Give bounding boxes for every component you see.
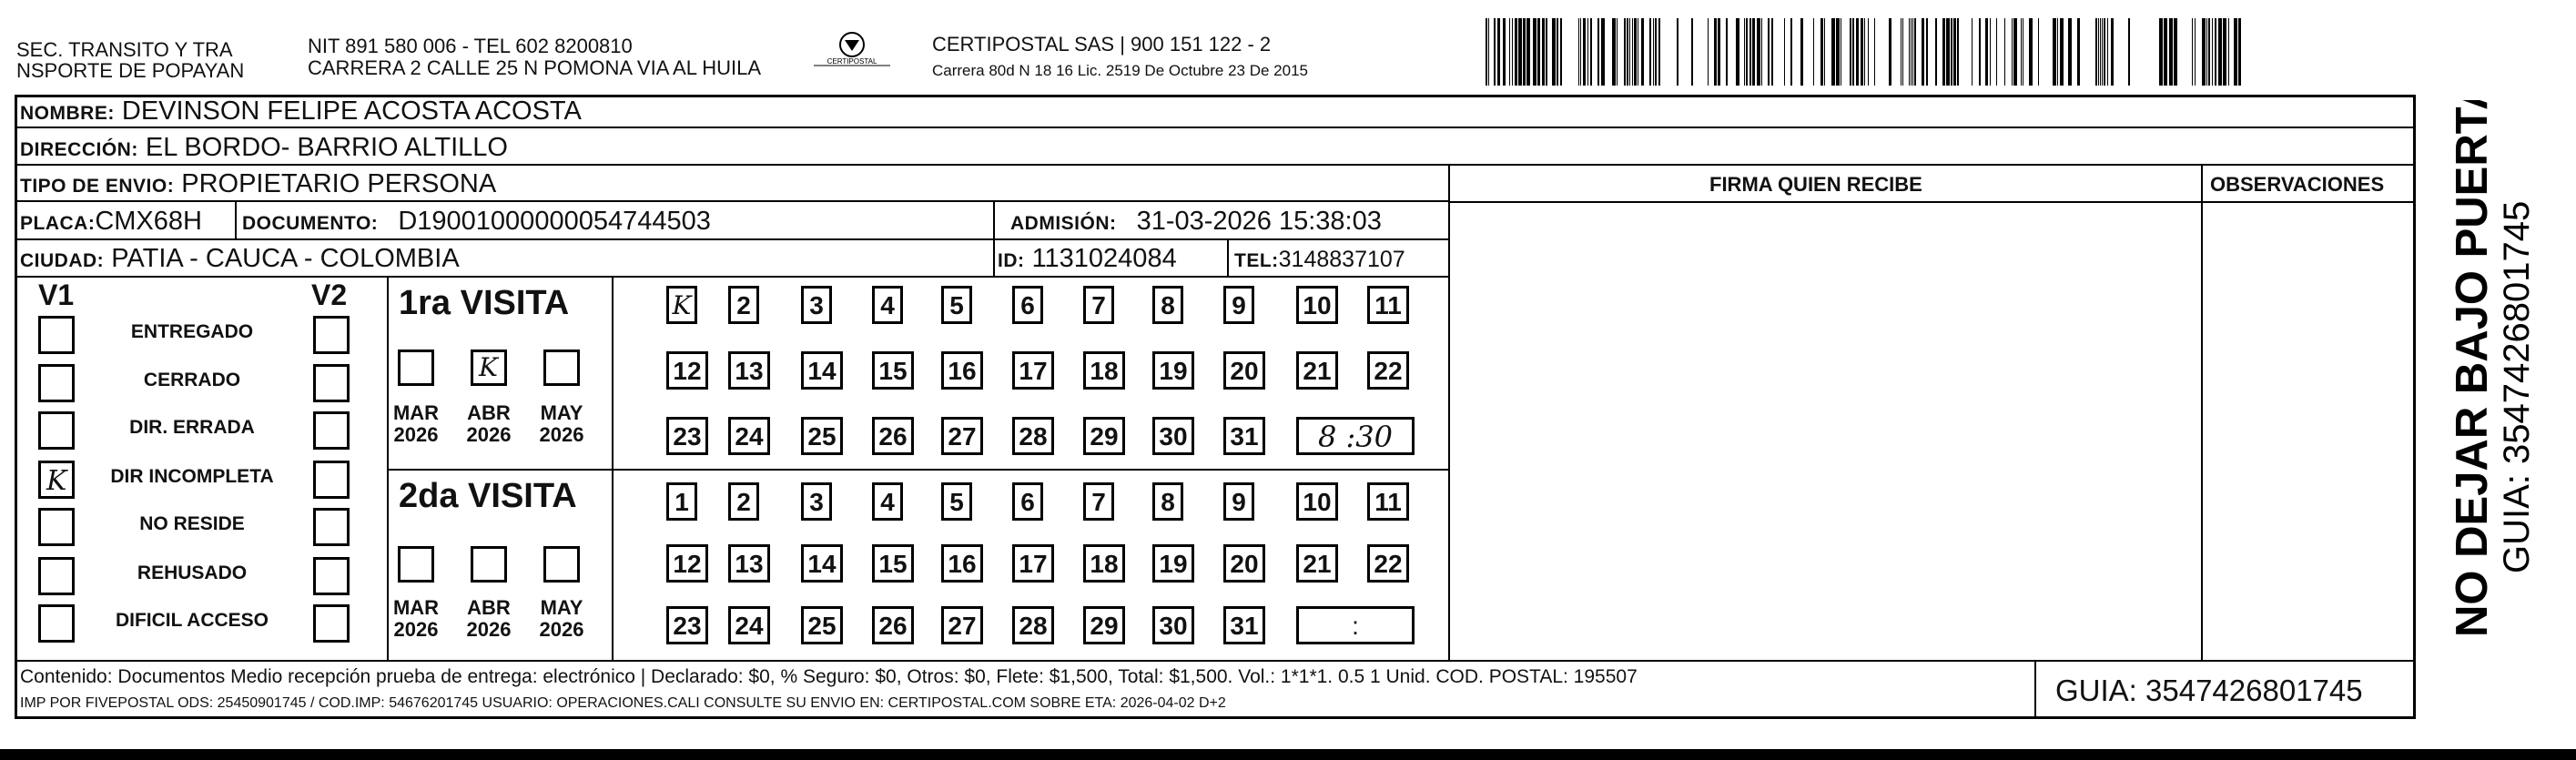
visit1-day-25[interactable]: 25	[801, 417, 843, 455]
visit1-day-5[interactable]: 5	[941, 286, 972, 324]
visit2-day-21[interactable]: 21	[1296, 544, 1338, 583]
v1-label: V1	[38, 279, 75, 311]
visit1-day-24[interactable]: 24	[728, 417, 770, 455]
admision-value: 31-03-2026 15:38:03	[1136, 207, 1382, 236]
side-guia: GUIA: 3547426801745	[2497, 200, 2537, 573]
visit1-day-18[interactable]: 18	[1083, 351, 1125, 390]
observaciones-title: OBSERVACIONES	[2210, 173, 2385, 196]
visit1-day-22[interactable]: 22	[1367, 351, 1409, 390]
visit2-day-12[interactable]: 12	[666, 544, 708, 583]
visit1-day-20[interactable]: 20	[1223, 351, 1265, 390]
visit1-day-10[interactable]: 10	[1296, 286, 1338, 324]
status-v1-checkbox[interactable]	[38, 316, 75, 354]
visit2-day-6[interactable]: 6	[1012, 482, 1043, 521]
visit2-month-label: ABR 2026	[466, 596, 512, 641]
status-v2-checkbox[interactable]	[313, 461, 350, 499]
status-v2-checkbox[interactable]	[313, 364, 350, 402]
ciudad-value: PATIA - CAUCA - COLOMBIA	[111, 244, 460, 273]
documento-field: DOCUMENTO: D19001000000054744503	[242, 207, 711, 236]
visit2-day-29[interactable]: 29	[1083, 606, 1125, 644]
visit1-day-7[interactable]: 7	[1083, 286, 1114, 324]
visit1-month-checkbox[interactable]	[543, 350, 580, 386]
v2-label: V2	[311, 279, 348, 311]
visit2-day-14[interactable]: 14	[801, 544, 843, 583]
visit1-day-31[interactable]: 31	[1223, 417, 1265, 455]
visit1-day-21[interactable]: 21	[1296, 351, 1338, 390]
status-v1-checkbox[interactable]	[38, 604, 75, 643]
status-label: CERRADO	[143, 370, 241, 390]
company-line-2: Carrera 80d N 18 16 Lic. 2519 De Octubre 23 De 2015	[932, 62, 1308, 79]
visit2-day-22[interactable]: 22	[1367, 544, 1409, 583]
ciudad-field: CIUDAD: PATIA - CAUCA - COLOMBIA	[20, 244, 460, 273]
barcode	[1486, 18, 2248, 86]
tipo-value: PROPIETARIO PERSONA	[181, 169, 497, 198]
tel-value: 3148837107	[1278, 247, 1405, 272]
nombre-value: DEVINSON FELIPE ACOSTA ACOSTA	[121, 96, 582, 126]
visit1-day-14[interactable]: 14	[801, 351, 843, 390]
tel-field: TEL:3148837107	[1234, 247, 1405, 272]
certipostal-logo	[808, 29, 896, 76]
visit1-month-label: MAY 2026	[539, 401, 584, 446]
direccion-row: DIRECCIÓN: EL BORDO- BARRIO ALTILLO	[20, 133, 508, 162]
visit2-day-30[interactable]: 30	[1152, 606, 1194, 644]
visit1-day-16[interactable]: 16	[941, 351, 983, 390]
handwritten-mark: K	[46, 465, 67, 497]
status-v2-checkbox[interactable]	[313, 604, 350, 643]
org-line-2: NSPORTE DE POPAYAN	[16, 59, 245, 82]
visit2-day-23[interactable]: 23	[666, 606, 708, 644]
visit2-day-7[interactable]: 7	[1083, 482, 1114, 521]
visit2-day-28[interactable]: 28	[1012, 606, 1054, 644]
nit-line-2: CARRERA 2 CALLE 25 N POMONA VIA AL HUILA	[308, 56, 762, 79]
status-label: DIR INCOMPLETA	[110, 466, 274, 487]
status-v1-checkbox[interactable]	[38, 461, 75, 499]
visit1-month-checkbox[interactable]	[471, 350, 507, 386]
visit1-title: 1ra VISITA	[399, 284, 570, 322]
status-v2-checkbox[interactable]	[313, 557, 350, 595]
status-v1-checkbox[interactable]	[38, 508, 75, 546]
visit2-day-26[interactable]: 26	[872, 606, 914, 644]
visit2-day-27[interactable]: 27	[941, 606, 983, 644]
placa-field: PLACA:CMX68H	[20, 207, 202, 236]
handwritten-mark: K	[479, 352, 498, 382]
no-dejar-bajo-puerta: NO DEJAR BAJO PUERTA	[2448, 100, 2497, 637]
firma-title: FIRMA QUIEN RECIBE	[1709, 173, 1922, 196]
status-v2-checkbox[interactable]	[313, 316, 350, 354]
company-line-1: CERTIPOSTAL SAS | 900 151 122 - 2	[932, 33, 1272, 56]
visit2-day-31[interactable]: 31	[1223, 606, 1265, 644]
visit2-day-18[interactable]: 18	[1083, 544, 1125, 583]
visit2-day-16[interactable]: 16	[941, 544, 983, 583]
org-line-1: SEC. TRANSITO Y TRA	[16, 38, 233, 61]
visit2-day-19[interactable]: 19	[1152, 544, 1194, 583]
status-v2-checkbox[interactable]	[313, 508, 350, 546]
visit2-day-4[interactable]: 4	[872, 482, 903, 521]
status-label: DIFICIL ACCESO	[115, 610, 269, 631]
side-text	[2421, 100, 2558, 646]
status-v1-checkbox[interactable]	[38, 364, 75, 402]
visit1-time-box[interactable]: 8 :30	[1296, 417, 1415, 455]
visit2-day-3[interactable]: 3	[801, 482, 832, 521]
visit2-day-25[interactable]: 25	[801, 606, 843, 644]
status-v1-checkbox[interactable]	[38, 557, 75, 595]
visit2-title: 2da VISITA	[399, 477, 577, 515]
placa-value: CMX68H	[95, 207, 202, 236]
visit2-day-8[interactable]: 8	[1152, 482, 1183, 521]
footer-guia: GUIA: 3547426801745	[2055, 674, 2363, 707]
visit1-day-3[interactable]: 3	[801, 286, 832, 324]
visit1-day-13[interactable]: 13	[728, 351, 770, 390]
visit1-day-28[interactable]: 28	[1012, 417, 1054, 455]
visit2-month-checkbox[interactable]	[398, 546, 434, 583]
visit1-day-4[interactable]: 4	[872, 286, 903, 324]
visit1-day-1[interactable]	[666, 286, 697, 324]
visit2-day-13[interactable]: 13	[728, 544, 770, 583]
id-field: ID: 1131024084	[998, 244, 1177, 273]
status-label: DIR. ERRADA	[129, 417, 255, 438]
visit2-time-box[interactable]: :	[1296, 606, 1415, 644]
visit1-month-checkbox[interactable]	[398, 350, 434, 386]
visit2-day-11[interactable]: 11	[1367, 482, 1409, 521]
footer-imp: IMP POR FIVEPOSTAL ODS: 25450901745 / COD.IMP: 54676201745 USUARIO: OPERACIONES.CALI CONSULTE SU ENVIO EN: CERTIPOSTAL.COM SOBRE ETA: 2026-04-02 D+2	[20, 695, 1226, 711]
visit1-day-11[interactable]: 11	[1367, 286, 1409, 324]
bottom-rule	[0, 749, 2576, 760]
visit2-day-9[interactable]: 9	[1223, 482, 1254, 521]
visit1-day-15[interactable]: 15	[872, 351, 914, 390]
handwritten-mark: K	[672, 290, 692, 320]
logo-text: CERTIPOSTAL	[827, 57, 877, 66]
direccion-value: EL BORDO- BARRIO ALTILLO	[145, 133, 508, 162]
visit1-day-26[interactable]: 26	[872, 417, 914, 455]
visit2-month-checkbox[interactable]	[471, 546, 507, 583]
nit-line-1: NIT 891 580 006 - TEL 602 8200810	[308, 35, 633, 57]
visit1-day-6[interactable]: 6	[1012, 286, 1043, 324]
visit2-month-label: MAY 2026	[539, 596, 584, 641]
visit2-day-15[interactable]: 15	[872, 544, 914, 583]
visit2-day-24[interactable]: 24	[728, 606, 770, 644]
tipo-row: TIPO DE ENVIO: PROPIETARIO PERSONA	[20, 169, 497, 198]
status-label: ENTREGADO	[130, 321, 254, 342]
admision-field: ADMISIÓN: 31-03-2026 15:38:03	[1010, 207, 1382, 236]
visit1-day-17[interactable]: 17	[1012, 351, 1054, 390]
visit2-day-1[interactable]: 1	[666, 482, 697, 521]
visit2-day-10[interactable]: 10	[1296, 482, 1338, 521]
visit1-day-23[interactable]: 23	[666, 417, 708, 455]
status-label: NO RESIDE	[139, 513, 245, 534]
visit1-day-2[interactable]: 2	[728, 286, 759, 324]
visit2-day-5[interactable]: 5	[941, 482, 972, 521]
visit2-month-label: MAR 2026	[392, 596, 440, 641]
visit2-day-20[interactable]: 20	[1223, 544, 1265, 583]
visit1-day-30[interactable]: 30	[1152, 417, 1194, 455]
status-v1-checkbox[interactable]	[38, 411, 75, 450]
visit1-day-19[interactable]: 19	[1152, 351, 1194, 390]
visit2-month-checkbox[interactable]	[543, 546, 580, 583]
visit2-day-17[interactable]: 17	[1012, 544, 1054, 583]
status-label: REHUSADO	[137, 562, 248, 583]
visit1-month-label: MAR 2026	[392, 401, 440, 446]
visit1-day-27[interactable]: 27	[941, 417, 983, 455]
visit2-day-2[interactable]: 2	[728, 482, 759, 521]
visit1-day-29[interactable]: 29	[1083, 417, 1125, 455]
visit1-month-label: ABR 2026	[466, 401, 512, 446]
documento-value: D19001000000054744503	[398, 207, 711, 236]
visit1-day-9[interactable]: 9	[1223, 286, 1254, 324]
nombre-row: NOMBRE: DEVINSON FELIPE ACOSTA ACOSTA	[20, 96, 582, 126]
status-v2-checkbox[interactable]	[313, 411, 350, 450]
id-value: 1131024084	[1031, 244, 1177, 273]
footer-contents: Contenido: Documentos Medio recepción prueba de entrega: electrónico | Declarado: $0, % Seguro: $0, Otros: $0, Flete: $1,500, Total: $1,500. Vol.: 1*1*1. 0.5 1 Unid. COD. POSTAL: 195507	[20, 666, 1638, 687]
visit1-day-8[interactable]: 8	[1152, 286, 1183, 324]
visit1-day-12[interactable]: 12	[666, 351, 708, 390]
